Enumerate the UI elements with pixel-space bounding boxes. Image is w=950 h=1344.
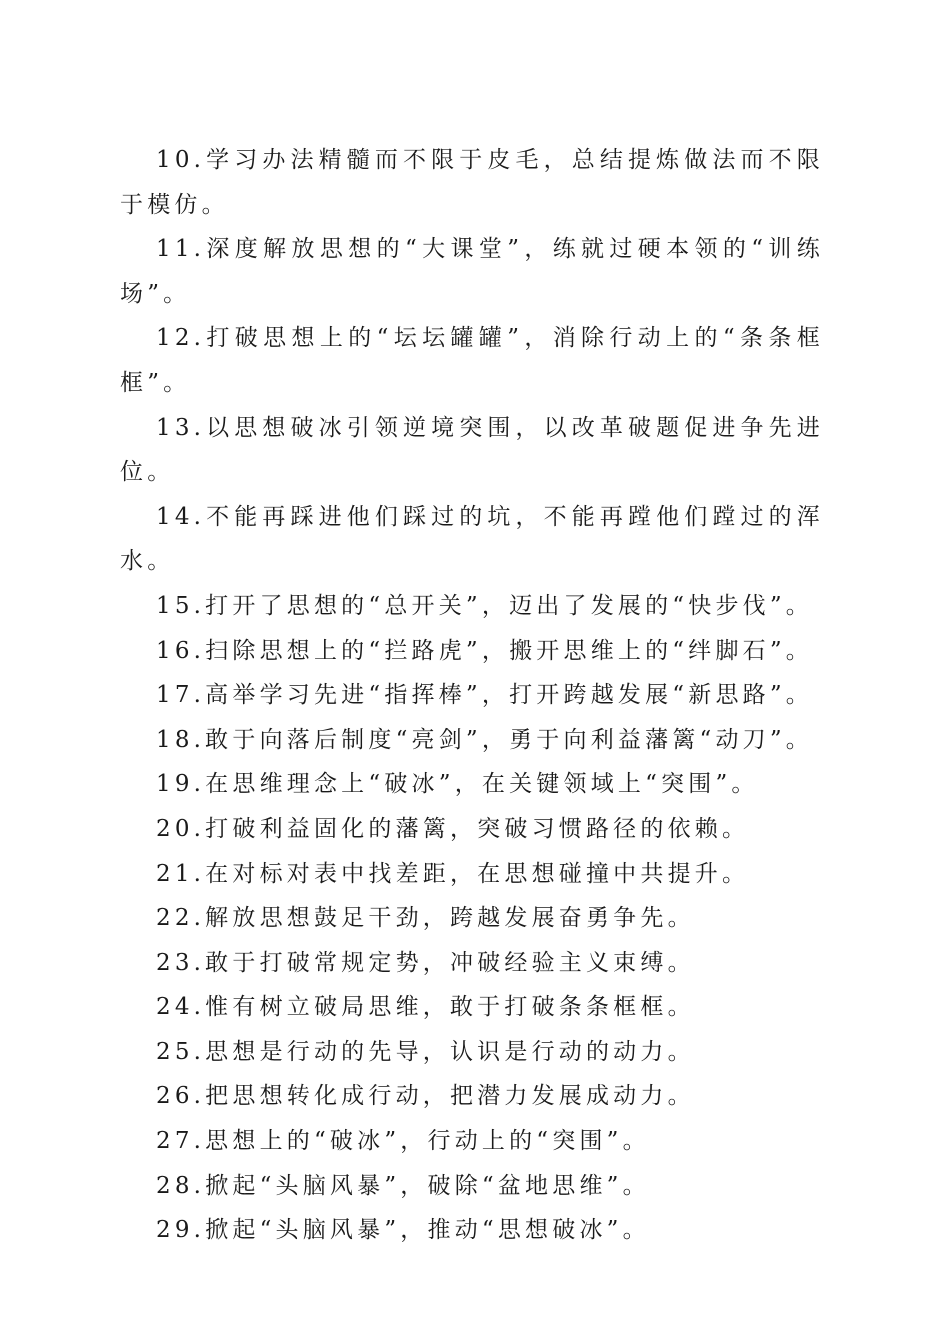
- list-item: 15.打开了思想的“总开关”，迈出了发展的“快步伐”。: [156, 592, 814, 619]
- document-page: [120, 138, 824, 1253]
- list-item: 26.把思想转化成行动，把潜力发展成动力。: [156, 1083, 695, 1110]
- list-item: 13.以思想破冰引领逆境突围，以改革破题促进争先进位。: [120, 414, 824, 486]
- list-item: 20.打破利益固化的藩篱，突破习惯路径的依赖。: [156, 815, 750, 842]
- list-item: 22.解放思想鼓足干劲，跨越发展奋勇争先。: [156, 905, 695, 932]
- list-item: 19.在思维理念上“破冰”，在关键领域上“突围”。: [156, 771, 759, 798]
- list-item: 29.掀起“头脑风暴”，推动“思想破冰”。: [156, 1217, 650, 1244]
- list-item: 24.惟有树立破局思维，敢于打破条条框框。: [156, 994, 695, 1021]
- list-item: 12.打破思想上的“坛坛罐罐”，消除行动上的“条条框框”。: [120, 325, 824, 396]
- list-item: 11.深度解放思想的“大课堂”，练就过硬本领的“训练场”。: [120, 236, 824, 307]
- list-item: 28.掀起“头脑风暴”，破除“盆地思维”。: [156, 1172, 650, 1199]
- list-item: 27.思想上的“破冰”，行动上的“突围”。: [156, 1128, 650, 1155]
- list-item: 18.敢于向落后制度“亮剑”，勇于向利益藩篱“动刀”。: [156, 726, 814, 753]
- list-item: 14.不能再踩进他们踩过的坑，不能再蹚他们蹚过的浑水。: [120, 503, 824, 575]
- list-item: 25.思想是行动的先导，认识是行动的动力。: [156, 1038, 695, 1065]
- list-item: 10.学习办法精髓而不限于皮毛，总结提炼做法而不限于模仿。: [120, 147, 824, 218]
- list-item: 16.扫除思想上的“拦路虎”，搬开思维上的“绊脚石”。: [156, 637, 814, 664]
- list-item: 21.在对标对表中找差距，在思想碰撞中共提升。: [156, 860, 750, 887]
- list-item: 23.敢于打破常规定势，冲破经验主义束缚。: [156, 949, 695, 976]
- list-item: 17.高举学习先进“指挥棒”，打开跨越发展“新思路”。: [156, 682, 814, 709]
